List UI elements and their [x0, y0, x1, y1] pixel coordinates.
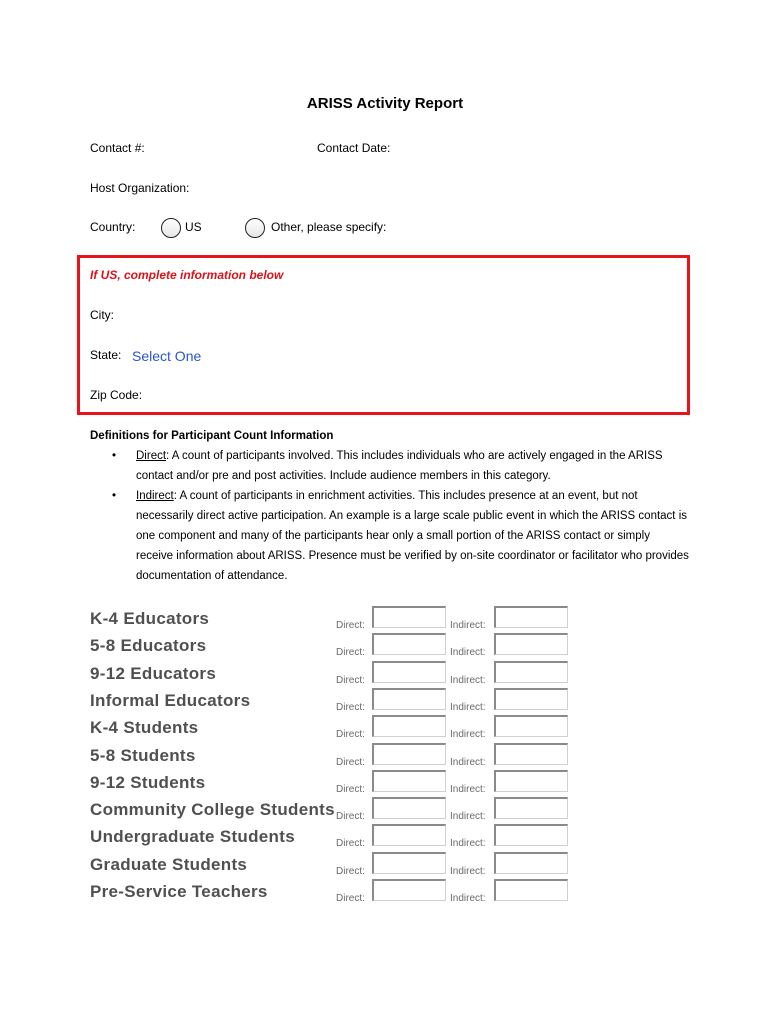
category-label: 9-12 Students [90, 772, 206, 792]
category-label: Informal Educators [90, 690, 251, 710]
indirect-label: Indirect: [450, 647, 486, 659]
definitions-section [90, 426, 690, 586]
indirect-label: Indirect: [450, 701, 486, 713]
indirect-label: Indirect: [450, 865, 486, 877]
indirect-count-input[interactable] [494, 688, 568, 710]
direct-label: Direct: [336, 729, 365, 741]
definition-text: : A count of participants involved. This includes individuals who are actively engaged in the ARISS contact and/or pre and post activities. Include audience members in this category. [136, 450, 663, 482]
direct-label: Direct: [336, 783, 365, 795]
indirect-count-input[interactable] [494, 715, 568, 737]
indirect-label: Indirect: [450, 811, 486, 823]
direct-label: Direct: [336, 701, 365, 713]
direct-label: Direct: [336, 620, 365, 631]
direct-label: Direct: [336, 865, 365, 877]
us-info-note: If US, complete information below [90, 268, 284, 282]
definitions-heading: Definitions for Participant Count Information [90, 430, 334, 442]
category-label: 5-8 Educators [90, 636, 207, 656]
bullet-icon: • [112, 490, 117, 502]
direct-label: Direct: [336, 756, 365, 768]
direct-count-input[interactable] [372, 770, 446, 792]
indirect-count-input[interactable] [494, 743, 568, 765]
country-other-label: Other, please specify: [271, 220, 387, 234]
definition-text: : A count of participants in enrichment activities. This includes presence at an event, but not necessarily direct active participation. An example is a large scale public event in which the ARISS contact is one component and many of the participants hear only a small portion of the ARISS contact or simply receive information about ARISS. Presence must be verified by on-site coordinator or facilitator who provides documentation of attendance. [136, 490, 689, 582]
country-label: Country: [90, 220, 136, 234]
city-label: City: [90, 308, 114, 322]
indirect-label: Indirect: [450, 783, 486, 795]
state-label: State: [90, 348, 122, 362]
indirect-count-input[interactable] [494, 879, 568, 901]
category-label: Pre-Service Teachers [90, 882, 268, 901]
contact-number-label: Contact #: [90, 141, 145, 155]
direct-count-input[interactable] [372, 879, 446, 901]
indirect-label: Indirect: [450, 729, 486, 741]
indirect-label: Indirect: [450, 893, 486, 904]
indirect-count-input[interactable] [494, 852, 568, 874]
category-label: 9-12 Educators [90, 663, 217, 683]
direct-label: Direct: [336, 811, 365, 823]
indirect-label: Indirect: [450, 620, 486, 631]
definition-term: Direct [136, 450, 167, 462]
direct-label: Direct: [336, 674, 365, 686]
direct-count-input[interactable] [372, 824, 446, 846]
category-label: Community College Students [90, 800, 335, 820]
direct-count-input[interactable] [372, 797, 446, 819]
indirect-count-input[interactable] [494, 661, 568, 683]
indirect-count-input[interactable] [494, 633, 568, 655]
indirect-count-input[interactable] [494, 770, 568, 792]
indirect-count-input[interactable] [494, 824, 568, 846]
category-label: 5-8 Students [90, 745, 196, 765]
definition-direct [90, 446, 690, 486]
contact-date-label: Contact Date: [317, 141, 391, 155]
direct-label: Direct: [336, 893, 365, 904]
direct-count-input[interactable] [372, 688, 446, 710]
definition-term: Indirect [136, 490, 174, 502]
direct-count-input[interactable] [372, 743, 446, 765]
country-us-label: US [185, 220, 202, 234]
direct-count-input[interactable] [372, 715, 446, 737]
category-label: Undergraduate Students [90, 827, 295, 847]
bullet-icon: • [112, 450, 117, 462]
direct-count-input[interactable] [372, 633, 446, 655]
host-organization-label: Host Organization: [90, 181, 190, 195]
indirect-label: Indirect: [450, 838, 486, 850]
direct-count-input[interactable] [372, 661, 446, 683]
direct-label: Direct: [336, 838, 365, 850]
indirect-label: Indirect: [450, 674, 486, 686]
direct-count-input[interactable] [372, 852, 446, 874]
direct-label: Direct: [336, 647, 365, 659]
category-label: K-4 Educators [90, 609, 210, 628]
page-title: ARISS Activity Report [306, 95, 464, 112]
indirect-count-input[interactable] [494, 606, 568, 628]
country-us-radio[interactable] [161, 218, 181, 238]
definition-indirect [90, 486, 690, 586]
category-label: K-4 Students [90, 718, 199, 738]
zip-code-label: Zip Code: [90, 388, 143, 402]
country-other-radio[interactable] [245, 218, 265, 238]
state-select[interactable]: Select One [132, 348, 202, 364]
direct-count-input[interactable] [372, 606, 446, 628]
category-label: Graduate Students [90, 854, 248, 874]
indirect-label: Indirect: [450, 756, 486, 768]
indirect-count-input[interactable] [494, 797, 568, 819]
